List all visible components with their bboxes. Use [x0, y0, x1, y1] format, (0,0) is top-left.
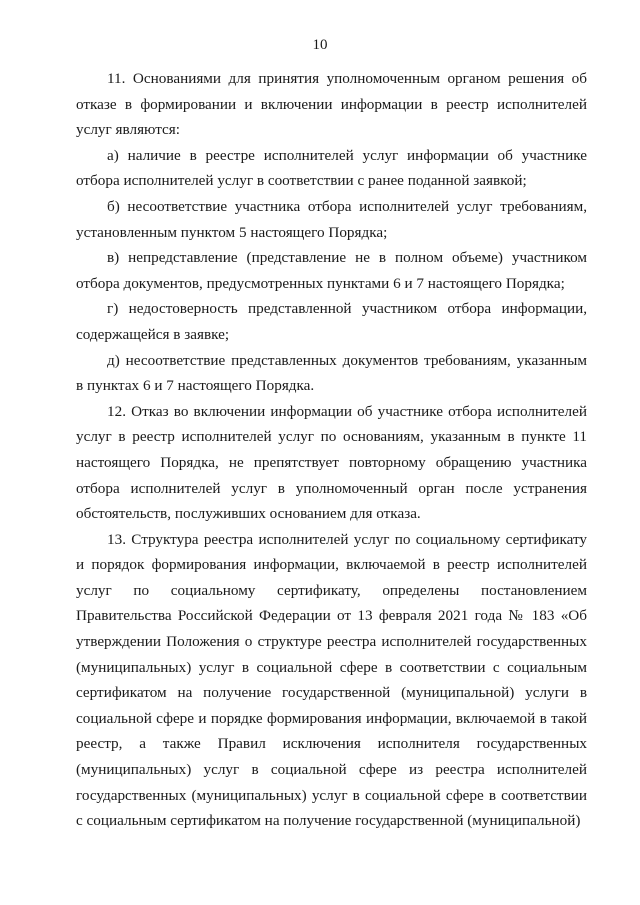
page-number: 10: [312, 37, 328, 53]
list-item-b: б) несоответствие участника отбора исполнителей услуг требованиям, установленным пунктом 5 настоящего Порядка;: [76, 197, 587, 241]
paragraph-13: 13. Структура реестра исполнителей услуг по социальному сертификату и порядок формирования информации, включаемой в реестр исполнителей услуг по социальному сертификату, определены постановлением Правительства Российской Федерации от 13 февраля 2021 года № 183 «Об утверждении Положения о структуре реестра исполнителей государственных (муниципальных) услуг в социальной сфере в соответствии с социальным сертификатом на получение государственной (муниципальной) услуги в социальной сфере и порядке формирования информации, включаемой в такой реестр, а также Правил исключения исполнителя государственных (муниципальных) услуг в социальной сфере из реестра исполнителей государственных (муниципальных) услуг в социальной сфере в соответствии с социальным сертификатом на получение государственной (муниципальной): [76, 530, 587, 830]
document-body: [76, 66, 587, 834]
paragraph-12: 12. Отказ во включении информации об участнике отбора исполнителей услуг в реестр исполнителей услуг по основаниям, указанным в пункте 11 настоящего Порядка, не препятствует повторному обращению участника отбора исполнителей услуг в уполномоченный орган после устранения обстоятельств, послуживших основанием для отказа.: [76, 402, 587, 523]
list-item-v: в) непредставление (представление не в полном объеме) участником отбора документов, предусмотренных пунктами 6 и 7 настоящего Порядка;: [76, 249, 587, 292]
list-item-a: а) наличие в реестре исполнителей услуг информации об участнике отбора исполнителей услуг в соответствии с ранее поданной заявкой;: [76, 146, 587, 190]
paragraph-11-intro: 11. Основаниями для принятия уполномоченным органом решения об отказе в формировании и включении информации в реестр исполнителей услуг являются:: [76, 70, 587, 139]
list-item-g: г) недостоверность представленной участником отбора информации, содержащейся в заявке;: [76, 300, 587, 343]
list-item-d: д) несоответствие представленных документов требованиям, указанным в пунктах 6 и 7 настоящего Порядка.: [76, 351, 587, 395]
